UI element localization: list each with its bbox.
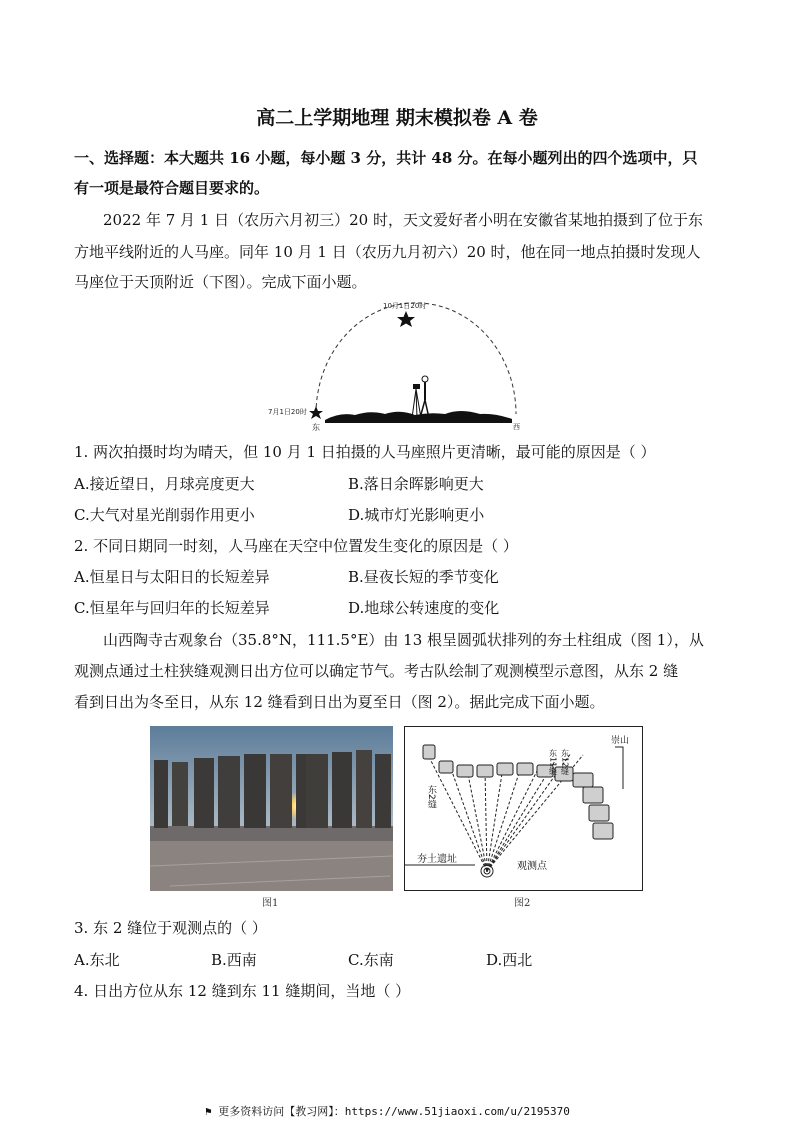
passage2-line1: 山西陶寺古观象台（35.8°N，111.5°E）由 13 根呈圆弧状排列的夯土柱组成（图 1），从	[103, 631, 704, 649]
q2-option-b[interactable]: B.昼夜长短的季节变化	[348, 568, 499, 586]
figure-caption-2: 图2	[514, 898, 531, 909]
q4-stem: 4. 日出方位从东 12 缝到东 11 缝期间，当地（ ）	[74, 982, 411, 1000]
q1-stem: 1. 两次拍摄时均为晴天，但 10 月 1 日拍摄的人马座照片更清晰，最可能的原因是（ ）	[74, 443, 656, 461]
q1-option-a[interactable]: A.接近望日，月球亮度更大	[74, 475, 255, 493]
footer-link[interactable]	[205, 1103, 570, 1119]
q3-option-d[interactable]: D.西北	[486, 951, 533, 969]
q3-option-a[interactable]: A.东北	[74, 951, 120, 969]
label-mountain: 崇山	[611, 736, 630, 746]
label-site: 夯土遗址	[417, 854, 457, 865]
passage2-line3: 看到日出为冬至日，从东 12 缝看到日出为夏至日（图 2）。据此完成下面小题。	[74, 693, 605, 711]
label-october: 10月1日20时	[383, 302, 427, 310]
passage1-line2: 方地平线附近的人马座。同年 10 月 1 日（农历九月初六）20 时，他在同一地点拍摄时发现人	[74, 243, 701, 261]
q3-option-b[interactable]: B.西南	[211, 951, 257, 969]
star-october-icon	[397, 311, 415, 327]
q3-option-c[interactable]: C.东南	[348, 951, 394, 969]
photographer-tripod-icon	[412, 376, 429, 418]
observation-model-diagram	[404, 726, 643, 891]
q2-option-a[interactable]: A.恒星日与太阳日的长短差异	[74, 568, 270, 586]
q2-option-d[interactable]: D.地球公转速度的变化	[348, 599, 500, 617]
label-east2: 东2缝	[426, 785, 436, 809]
passage1-line3: 马座位于天顶附近（下图）。完成下面小题。	[74, 273, 367, 291]
q1-option-b[interactable]: B.落日余晖影响更大	[348, 475, 484, 493]
label-west: 西	[513, 423, 520, 431]
section-heading-line1: 一、选择题：本大题共 16 小题，每小题 3 分，共计 48 分。在每小题列出的四个选项中，只	[74, 149, 698, 167]
page-title: 高二上学期地理 期末模拟卷 A 卷	[256, 107, 538, 129]
section-heading-line2: 有一项是最符合题目要求的。	[74, 179, 270, 197]
q1-option-c[interactable]: C.大气对星光削弱作用更小	[74, 506, 255, 524]
label-east: 东	[312, 423, 320, 432]
flag-icon: ⚑	[205, 1105, 212, 1118]
ground-silhouette	[325, 411, 512, 423]
q1-option-d[interactable]: D.城市灯光影响更小	[348, 506, 485, 524]
figure-caption-1: 图1	[262, 898, 279, 909]
sky-arc-figure	[250, 296, 540, 436]
label-east12: 东12缝	[560, 749, 570, 776]
q2-stem: 2. 不同日期同一时刻，人马座在天空中位置发生变化的原因是（ ）	[74, 537, 518, 555]
q3-stem: 3. 东 2 缝位于观测点的（ ）	[74, 919, 267, 937]
q2-option-c[interactable]: C.恒星年与回归年的长短差异	[74, 599, 270, 617]
footer-text: 更多资料访问【教习网】：https://www.51jiaoxi.com/u/2195370	[218, 1105, 570, 1118]
star-july-icon	[309, 406, 323, 419]
observatory-photo	[150, 726, 393, 891]
label-july: 7月1日20时	[268, 408, 307, 416]
passage2-line2: 观测点通过土柱狭缝观测日出方位可以确定节气。考古队绘制了观测模型示意图，从东 2 缝	[74, 662, 679, 680]
passage1-line1: 2022 年 7 月 1 日（农历六月初三）20 时，天文爱好者小明在安徽省某地拍摄到了位于东	[103, 211, 703, 229]
label-east11: 东11缝	[548, 749, 558, 776]
label-point: 观测点	[517, 861, 547, 872]
